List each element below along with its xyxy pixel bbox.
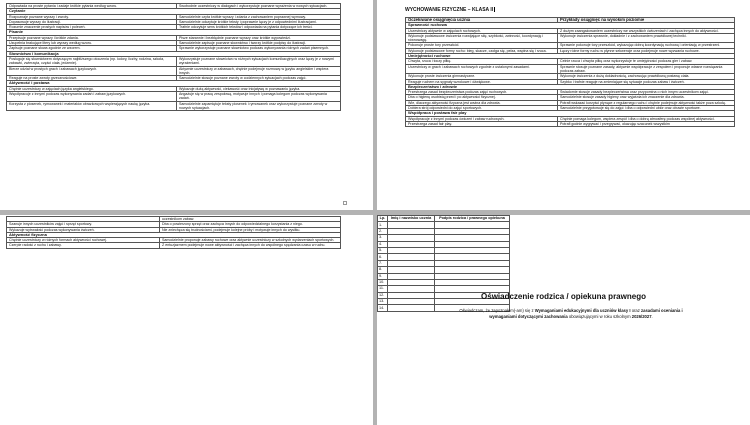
high-level-achievement-cell: Swobodnie uczestniczy w dialogach i wykorzystuje poznane wyrażenia w nowych sytuacjach. [177, 4, 341, 9]
expected-achievement-cell: Szanuje innych uczestników zajęć i sprzęt sportowy. [7, 222, 160, 227]
high-level-achievement-cell: Sprawnie pokonuje tory przeszkód, wykazując dobrą koordynację ruchową i orientację w przestrzeni. [558, 43, 735, 48]
high-level-achievement-cell: Samodzielnie stosuje zasady higieny oraz wyjaśnia ich znaczenie dla zdrowia. [558, 95, 735, 100]
page-pe-continued [0, 215, 373, 425]
row-number: 3. [378, 235, 388, 241]
expected-achievement-cell: Współpracuje z innymi podczas ćwiczeń i zabaw ruchowych. [406, 116, 558, 121]
row-number: 13. [378, 299, 388, 305]
expected-achievement-cell: Przestrzega zasad bezpieczeństwa podczas zajęć ruchowych. [406, 90, 558, 95]
table-row [7, 227, 341, 232]
table-row [406, 100, 735, 105]
header-signature: Podpis rodzica / prawnego opiekuna [435, 216, 510, 222]
high-level-achievement-cell: Sprawnie stosuje poznane zasady, aktywnie współpracuje z zespołem i proponuje własne rozwiązania podczas zabaw. [558, 64, 735, 74]
row-number: 14. [378, 305, 388, 311]
expected-achievement-cell: Odpowiada na proste pytania i zadaje krótkie pytania według wzoru. [7, 4, 177, 9]
high-level-achievement-cell: Wykazuje dużą aktywność, ciekawość oraz inicjatywę w poznawaniu języka. [177, 86, 341, 91]
table-row [406, 43, 735, 48]
expected-achievement-cell: Pokonuje proste tory przeszkód. [406, 43, 558, 48]
row-number: 1. [378, 222, 388, 228]
text-cursor [494, 7, 495, 12]
high-level-achievement-cell: Samodzielnie zapisuje poznane słownictwo i tworzy krótkie podpisy do ilustracji. [177, 41, 341, 46]
expected-achievement-cell: Czerpie radość z ruchu i zabawy. [7, 243, 160, 248]
high-level-achievement-cell: Dba o powierzony sprzęt oraz zachęca innych do odpowiedzialnego korzystania z niego. [160, 222, 341, 227]
expected-achievement-cell: Przepisuje poznane wyrazy i krótkie zdania. [7, 35, 177, 40]
table-row [7, 238, 341, 243]
expected-achievement-cell: Wykonuje podstawowe ćwiczenia rozwijające siłę, szybkość, zwinność, koordynację i równowagę. [406, 33, 558, 43]
high-level-achievement-cell: Z dużym zaangażowaniem uczestniczy we wszystkich ćwiczeniach i zachęca innych do aktywności. [558, 28, 735, 33]
student-name-cell[interactable] [388, 305, 435, 311]
header-expected: Oczekiwane osiągnięcia ucznia [406, 18, 558, 23]
high-level-achievement-cell: Nie zniechęca się trudnościami, podejmuje kolejne próby i motywuje innych do wysiłku. [160, 227, 341, 232]
row-number: 12. [378, 292, 388, 298]
table-row [406, 64, 735, 74]
row-number: 4. [378, 241, 388, 247]
high-level-achievement-cell: Wykorzystuje poznane słownictwo w różnych sytuacjach komunikacyjnych oraz łączy je z nowymi wyrażeniami. [177, 56, 341, 66]
row-number: 7. [378, 260, 388, 266]
table-row [406, 121, 735, 126]
section-heading: Umiejętności ruchowe [406, 54, 735, 59]
row-number: 2. [378, 228, 388, 234]
high-level-achievement-cell: Samodzielnie odczytuje krótkie teksty i poprawnie łączy je z odpowiednimi ilustracjami. [177, 19, 341, 24]
header-number: Lp. [378, 216, 388, 222]
section-heading: Czytanie [7, 9, 341, 14]
expected-achievement-cell: Chwyta, rzuca i toczy piłkę. [406, 59, 558, 64]
section-heading: Słownictwo i komunikacja [7, 51, 341, 56]
page-parent-declaration [377, 215, 750, 425]
expected-achievement-cell: Bierze udział w prostych grach i zabawach językowych. [7, 66, 177, 76]
high-level-achievement-cell: Celnie rzuca i chwyta piłkę oraz wykorzystuje te umiejętności podczas gier i zabaw. [558, 59, 735, 64]
expected-achievement-cell: Wykazuje wytrwałość podczas wykonywania ćwiczeń. [7, 227, 160, 232]
high-level-achievement-cell: Sprawnie wykorzystuje poznane słownictwo podczas wykonywania różnych zadań pisemnych. [177, 46, 341, 51]
table-row [7, 92, 341, 102]
expected-achievement-cell: Korzysta z piosenek, rymowanek i materiałów obrazkowych wspierających naukę języka. [7, 101, 177, 111]
expected-achievement-cell: Zapisuje poznane słowa zgodnie ze wzorem. [7, 46, 177, 51]
high-level-achievement-cell: Potrafi wskazać korzyści płynące z regularnego ruchu i chętnie podejmuje aktywność także poza szkołą. [558, 100, 735, 105]
high-level-achievement-cell: Potrafi godnie wygrywać i przegrywać, okazując szacunek wszystkim [558, 121, 735, 126]
section-heading: Współpraca i postawa fair play [406, 111, 735, 116]
expected-achievement-cell: Uczestniczy w grach i zabawach ruchowych zgodnie z ustalonymi zasadami. [406, 64, 558, 74]
high-level-achievement-cell: Szybko i trafnie reaguje na zmieniające się sytuacje podczas zabaw i ćwiczeń. [558, 79, 735, 84]
expected-achievement-cell: Reaguje na proste zwroty grzecznościowe. [7, 76, 177, 81]
expected-achievement-cell: Uczestniczy aktywnie w zajęciach ruchowych. [406, 28, 558, 33]
requirements-table [6, 3, 341, 111]
table-row [7, 243, 341, 248]
high-level-achievement-cell: Aktywnie uczestniczy w zabawach, chętnie podejmuje rozmowę w języku angielskim i wspiera innych. [177, 66, 341, 76]
declaration-paragraph: Oświadczam, że zapoznałem(-am) się z Wymaganiami edukacyjnymi dla uczniów klasy I oraz zasadami oceniania i wymaganiami dotyczącymi zachowania obowiązującymi w roku szkolnym 2026/2027. [459, 308, 683, 319]
table-row [7, 101, 341, 111]
row-number: 11. [378, 286, 388, 292]
expected-achievement-cell: Chętnie uczestniczy w zajęciach języka angielskiego. [7, 86, 177, 91]
declaration-title: Oświadczenie rodzica / opiekuna prawnego [481, 292, 646, 301]
high-level-achievement-cell: Samodzielnie czyta krótkie wyrazy i zdania z zachowaniem poprawnej wymowy. [177, 14, 341, 19]
high-level-achievement-cell: Angażuje się w pracę zespołową, motywuje innych i pomaga kolegom podczas wykonywania zadań. [177, 92, 341, 102]
section-heading: Bezpieczeństwo i zdrowie [406, 84, 735, 89]
section-heading: Aktywność i postawa [7, 81, 341, 86]
expected-achievement-cell: Współpracuje z innymi podczas wykonywania zadań i zabaw językowych. [7, 92, 177, 102]
expected-achievement-cell: Dopasowuje wyrazy do ilustracji. [7, 19, 177, 24]
high-level-achievement-cell: Wykonuje ćwiczenia z dużą dokładnością, zachowując prawidłową postawę ciała. [558, 74, 735, 79]
expected-achievement-cell: Dba o higienę osobistą przed i po aktywności fizycznej. [406, 95, 558, 100]
high-level-achievement-cell: Chętnie pomaga kolegom, wspiera zespół i dba o dobrą atmosferę podczas wspólnej aktywności. [558, 116, 735, 121]
table-row [406, 33, 735, 43]
page-english-requirements [0, 0, 373, 210]
high-level-achievement-cell: Wykonuje ćwiczenia sprawnie, dokładnie i z zachowaniem prawidłowej techniki. [558, 33, 735, 43]
pe-continued-table [6, 216, 341, 249]
table-row [406, 48, 735, 53]
high-level-achievement-cell: Samodzielnie stosuje poznane zwroty w codziennych sytuacjach podczas zajęć. [177, 76, 341, 81]
text-cursor-marker [343, 201, 347, 205]
table-row [406, 90, 735, 95]
row-number: 10. [378, 279, 388, 285]
section-heading: Sprawność ruchowa [406, 23, 735, 28]
table-row [406, 74, 735, 79]
high-level-achievement-cell: uczestnikom zabaw. [160, 217, 341, 222]
signature-header-row [378, 216, 510, 222]
section-heading: Aktywność fizyczna [7, 232, 341, 237]
high-level-achievement-cell: Samodzielnie proponuje zabawy ruchowe oraz aktywnie uczestniczy w szkolnych wydarzeniach sportowych. [160, 238, 341, 243]
expected-achievement-cell: Przestrzega zasad fair play. [406, 121, 558, 126]
table-row [7, 222, 341, 227]
expected-achievement-cell: Reaguje ruchem na sygnały wzrokowe i dźwiękowe. [406, 79, 558, 84]
row-number: 9. [378, 273, 388, 279]
row-number: 5. [378, 247, 388, 253]
table-row [7, 66, 341, 76]
row-number: 8. [378, 267, 388, 273]
high-level-achievement-cell: Samodzielnie zapamiętuje teksty piosenek i rymowanek oraz wykorzystuje poznane zwroty w nowych sytuacjach. [177, 101, 341, 111]
row-number: 6. [378, 254, 388, 260]
expected-achievement-cell: Dobiera strój odpowiedni do zajęć sportowych. [406, 106, 558, 111]
high-level-achievement-cell: Łączy różne formy ruchu w płynne sekwencje oraz podejmuje nowe wyzwania ruchowe. [558, 48, 735, 53]
table-row [406, 116, 735, 121]
high-level-achievement-cell: Z entuzjazmem podejmuje nowe aktywności i zachęca innych do wspólnego spędzania czasu w ruchu. [160, 243, 341, 248]
high-level-achievement-cell: Świadomie stosuje zasady bezpieczeństwa oraz przypomina o nich innym uczestnikom zajęć. [558, 90, 735, 95]
section-heading: Pisanie [7, 30, 341, 35]
high-level-achievement-cell: Samodzielnie przygotowuje się do zajęć i dba o odpowiedni ubiór oraz obuwie sportowe. [558, 106, 735, 111]
table-row [7, 56, 341, 66]
expected-achievement-cell: Posługuje się słownictwem dotyczącym najbliższego otoczenia (np. kolory, liczby, rodzina, szkoła, zabawki, zwierzęta, części ciała, jedzenie). [7, 56, 177, 66]
header-high-level: Przykłady osiągnięć na wysokim poziomie [558, 18, 735, 23]
table-row [406, 28, 735, 33]
table-row [406, 106, 735, 111]
pe-requirements-table [405, 17, 735, 127]
expected-achievement-cell: Chętnie uczestniczy w różnych formach aktywności ruchowej. [7, 238, 160, 243]
expected-achievement-cell: Rozpoznaje poznane wyrazy i zwroty. [7, 14, 177, 19]
page-title: WYCHOWANIE FIZYCZNE – KLASA II [405, 7, 494, 13]
expected-achievement-cell: Wie, dlaczego aktywność fizyczna jest ważna dla zdrowia. [406, 100, 558, 105]
expected-achievement-cell: Wykonuje proste ćwiczenia gimnastyczne. [406, 74, 558, 79]
high-level-achievement-cell: Trafnie odczytuje sens krótkich tekstów i odpowiada na pytania dotyczące ich treści. [177, 25, 341, 30]
page-pe-requirements [377, 0, 750, 210]
header-student-name: Imię i nazwisko ucznia [388, 216, 435, 222]
expected-achievement-cell: Rozumie znaczenie prostych napisów i poleceń. [7, 25, 177, 30]
high-level-achievement-cell: Pisze starannie i bezbłędnie poznane wyrazy oraz krótkie wypowiedzi. [177, 35, 341, 40]
expected-achievement-cell: Uzupełnia brakujące litery lub wyrazy według wzoru. [7, 41, 177, 46]
expected-achievement-cell: Wykonuje podstawowe formy ruchu: bieg, skacze, czołga się, pełza, wspina się i rzuca. [406, 48, 558, 53]
